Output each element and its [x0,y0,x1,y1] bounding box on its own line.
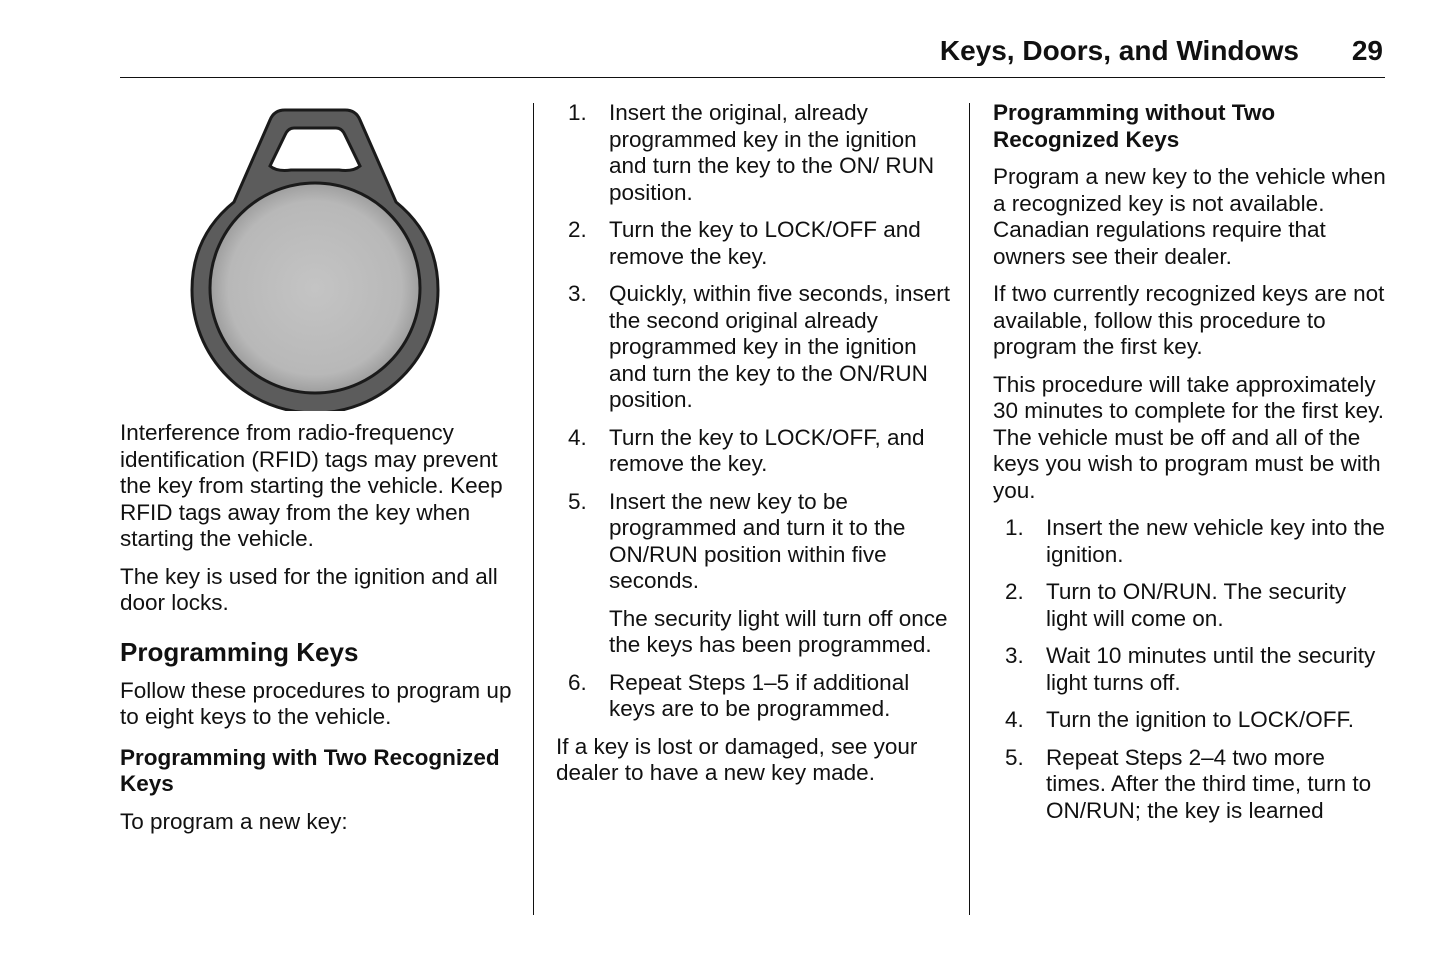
page-number: 29 [1351,35,1383,66]
programming-keys-heading: Programming Keys [120,636,359,667]
list-item: 5. Insert the new key to be programmed and turn it to the ON/RUN position within five seconds. The security light will turn off once the keys has been programmed. [556,489,956,659]
rfid-warning-text: Interference from radio-frequency identification (RFID) tags may prevent the key from starting the vehicle. Keep RFID tags away from the key when starting the vehicle. [120,420,503,551]
without-two-keys-subheading: Programming without Two Recognized Keys [993,100,1276,152]
column-divider-2 [969,103,970,915]
column-2 [556,100,956,798]
column-divider-1 [533,103,534,915]
list-item: 6. Repeat Steps 1–5 if additional keys are to be programmed. [568,669,910,721]
column-1 [120,100,515,846]
list-item: 1. Insert the original, already programmed key in the ignition and turn the key to the ON/ RUN position. [568,100,935,205]
list-item: 2. Turn the key to LOCK/OFF and remove the key. [568,217,921,269]
procedure-intro-text: Follow these procedures to program up to eight keys to the vehicle. [120,677,512,729]
lost-key-text: If a key is lost or damaged, see your dealer to have a new key made. [556,733,918,785]
recognized-key-text: Program a new key to the vehicle when a recognized key is not available. Canadian regulations require that owners see their dealer. [993,164,1386,269]
list-item: 3. Wait 10 minutes until the security light turns off. [1005,643,1376,695]
page-header [120,28,1385,78]
program-new-key-text: To program a new key: [120,808,348,834]
list-item: 5. Repeat Steps 2–4 two more times. After the third time, turn to ON/RUN; the key is learned [1005,744,1372,823]
list-item: 4. Turn the ignition to LOCK/OFF. [1005,707,1355,732]
step-note: The security light will turn off once the keys has been programmed. [609,605,948,657]
list-item: 4. Turn the key to LOCK/OFF, and remove the key. [568,424,925,476]
two-keys-steps-list [556,100,956,723]
list-item: 3. Quickly, within five seconds, insert the second original already programmed key in the ignition and turn the key to the ON/RUN position. [568,281,950,412]
section-title: Keys, Doors, and Windows [939,35,1299,66]
key-fob-illustration [120,100,515,420]
list-item: 2. Turn to ON/RUN. The security light will come on. [1005,579,1347,631]
first-key-text: If two currently recognized keys are not available, follow this procedure to program the first key. [993,281,1385,359]
duration-text: This procedure will take approximately 30 minutes to complete for the first key. The vehicle must be off and all of the keys you wish to program must be with you. [993,371,1385,503]
column-3 [993,100,1388,835]
without-two-keys-steps-list [993,515,1388,824]
list-item: 1. Insert the new vehicle key into the ignition. [1005,515,1385,567]
two-keys-subheading: Programming with Two Recognized Keys [120,744,500,796]
key-usage-text: The key is used for the ignition and all door locks. [120,563,498,615]
rfid-key-fob-icon [190,106,440,411]
